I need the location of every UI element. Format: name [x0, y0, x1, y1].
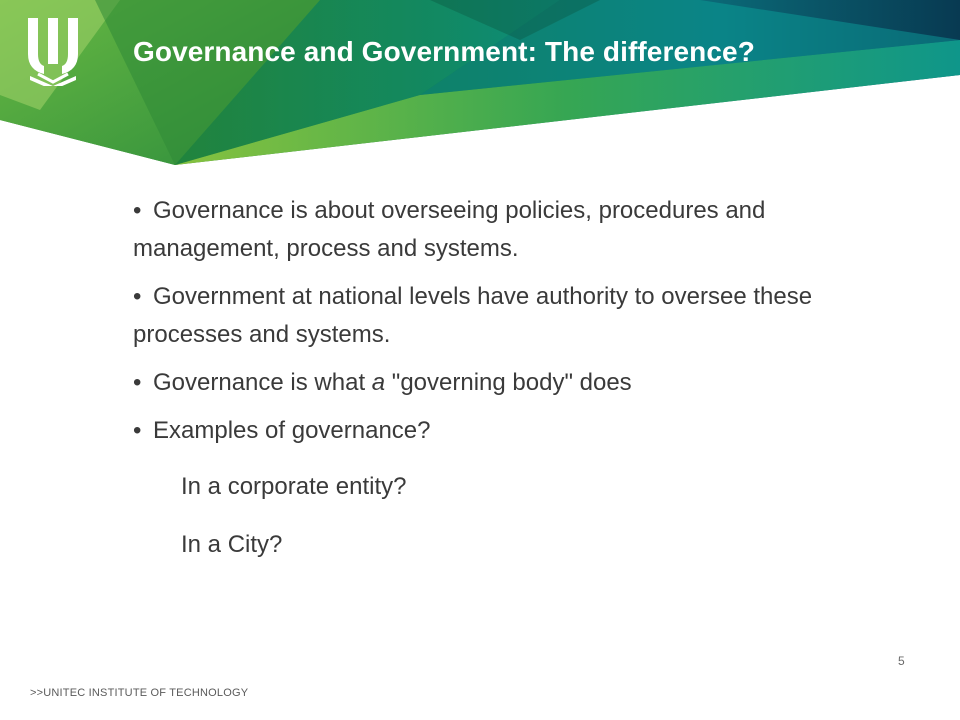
bullet-text: Examples of governance? — [153, 417, 431, 444]
page-number: 5 — [898, 654, 905, 668]
bullet-text: Government at national levels have authority to oversee these processes and systems. — [133, 283, 813, 348]
bullet-item — [133, 412, 893, 450]
bullet-item — [133, 278, 893, 354]
bullet-text-emphasis: a — [371, 369, 386, 396]
bullet-glyph: • — [133, 197, 142, 224]
bullet-item — [133, 364, 893, 402]
header-banner — [0, 0, 960, 170]
slide-title: Governance and Government: The difference? — [133, 36, 755, 67]
bullet-text-tail: "governing body" does — [385, 369, 632, 396]
bullet-glyph: • — [133, 417, 142, 444]
sub-item: In a City? — [181, 531, 283, 558]
bullet-glyph: • — [133, 283, 142, 310]
footer-organization: >>UNITEC INSTITUTE OF TECHNOLOGY — [30, 687, 249, 699]
slide-body — [133, 192, 893, 584]
bullet-text-lead: Governance is what — [153, 369, 372, 396]
bullet-glyph: • — [133, 369, 142, 396]
bullet-text: Governance is about overseeing policies, procedures and management, process and systems. — [133, 197, 766, 262]
bullet-item — [133, 192, 893, 268]
sub-item: In a corporate entity? — [181, 473, 407, 500]
unitec-logo-icon — [24, 16, 82, 86]
